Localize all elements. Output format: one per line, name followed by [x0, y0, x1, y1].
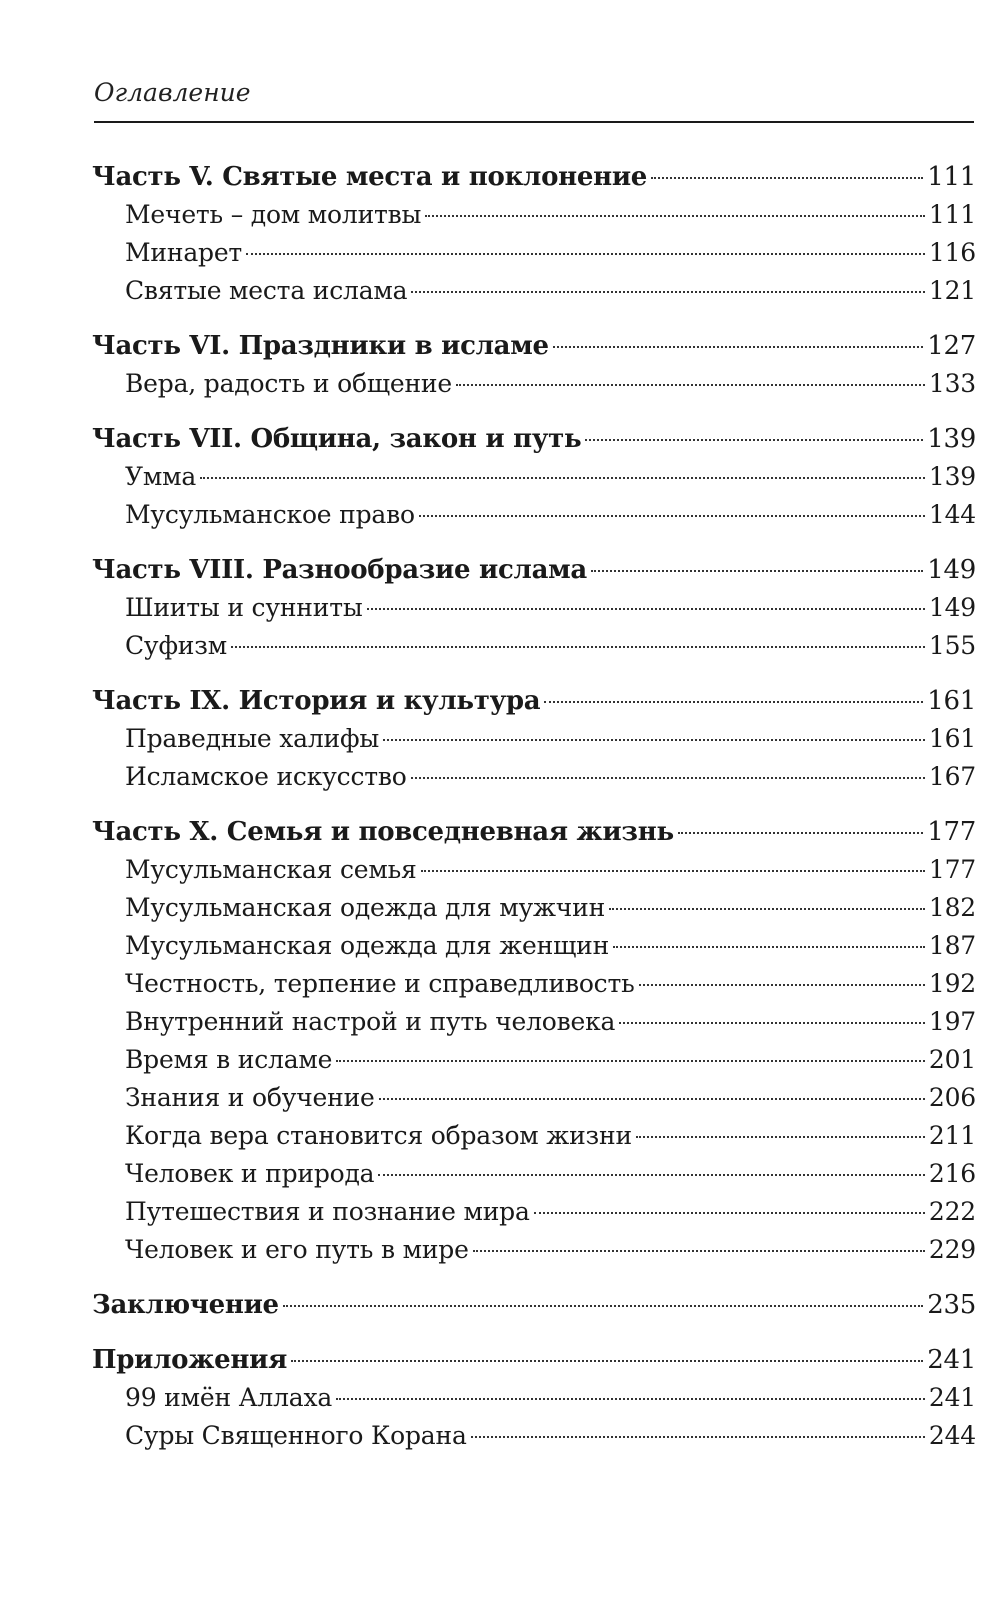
dot-leader [651, 177, 923, 179]
toc-entry-page-number: 187 [928, 931, 976, 960]
dot-leader [383, 739, 925, 741]
toc-entry-row [92, 927, 976, 965]
dot-leader [636, 1136, 925, 1138]
toc-entry-title: Умма [125, 462, 197, 491]
dot-leader [411, 777, 925, 779]
toc-entry-page-number: 206 [928, 1083, 976, 1112]
toc-entry-title: 99 имён Аллаха [125, 1383, 333, 1412]
toc-entry-page-number: 216 [928, 1159, 976, 1188]
dot-leader [291, 1360, 923, 1362]
toc-entry-title: Вера, радость и общение [125, 369, 452, 398]
toc-entry-page-number: 111 [928, 200, 976, 229]
toc-part-page-number: 139 [927, 424, 976, 454]
toc-entry-page-number: 133 [928, 369, 976, 398]
toc-entry-title: Когда вера становится образом жизни [125, 1121, 632, 1150]
dot-leader [425, 215, 925, 217]
toc-part-title: Часть X. Семья и повседневная жизнь [92, 817, 674, 847]
dot-leader [473, 1250, 925, 1252]
toc-entry-row [92, 365, 976, 403]
toc-part-page-number: 241 [927, 1345, 976, 1375]
toc-entry-title: Мусульманская одежда для женщин [125, 931, 610, 960]
toc-entry-page-number: 241 [928, 1383, 976, 1412]
toc-entry-row [92, 1379, 976, 1417]
toc-entry-title: Знания и обучение [125, 1083, 375, 1112]
toc-entry-row [92, 496, 976, 534]
toc-part-row [92, 551, 976, 589]
toc-entry-page-number: 161 [928, 724, 976, 753]
dot-leader [591, 570, 923, 572]
toc-section [92, 327, 976, 403]
toc-entry-page-number: 222 [928, 1197, 976, 1226]
toc-entry-row [92, 1193, 976, 1231]
toc-entry-title: Мусульманская одежда для мужчин [125, 893, 606, 922]
toc-entry-row [92, 196, 976, 234]
dot-leader [411, 291, 925, 293]
toc-entry-row [92, 1003, 976, 1041]
toc-section [92, 1341, 976, 1455]
dot-leader [471, 1436, 925, 1438]
dot-leader [553, 346, 924, 348]
toc-entry-page-number: 182 [928, 893, 976, 922]
dot-leader [639, 984, 925, 986]
toc-entry-row [92, 1231, 976, 1269]
toc-entry-title: Внутренний настрой и путь человека [125, 1007, 616, 1036]
toc-entry-row [92, 1117, 976, 1155]
toc-entry-row [92, 272, 976, 310]
toc-section [92, 551, 976, 665]
dot-leader [678, 832, 923, 834]
toc-entry-row [92, 851, 976, 889]
toc-entry-page-number: 155 [928, 631, 976, 660]
toc-entry-row [92, 720, 976, 758]
toc-part-page-number: 235 [927, 1290, 976, 1320]
toc-entry-title: Святые места ислама [125, 276, 408, 305]
toc-entry-title: Мечеть – дом молитвы [125, 200, 422, 229]
toc-entry-row [92, 1155, 976, 1193]
toc-entry-title: Мусульманское право [125, 500, 415, 529]
toc-entry-title: Праведные халифы [125, 724, 380, 753]
toc-entry-page-number: 201 [928, 1045, 976, 1074]
toc-entry-title: Честность, терпение и справедливость [125, 969, 635, 998]
toc-entry-row [92, 889, 976, 927]
toc-part-title: Заключение [92, 1290, 279, 1320]
toc-entry-row [92, 234, 976, 272]
toc-entry-row [92, 965, 976, 1003]
toc-entry-page-number: 177 [928, 855, 976, 884]
toc-part-title: Приложения [92, 1345, 288, 1375]
toc-entry-title: Время в исламе [125, 1045, 333, 1074]
dot-leader [456, 384, 925, 386]
toc-part-row [92, 158, 976, 196]
toc-section [92, 682, 976, 796]
dot-leader [613, 946, 925, 948]
toc-part-title: Часть VI. Праздники в исламе [92, 331, 549, 361]
toc-entry-row [92, 1079, 976, 1117]
toc-entry-title: Шииты и сунниты [125, 593, 363, 622]
toc-section [92, 420, 976, 534]
toc-part-page-number: 149 [927, 555, 976, 585]
toc-part-page-number: 127 [927, 331, 976, 361]
toc-part-row [92, 1286, 976, 1324]
toc-part-title: Часть IX. История и культура [92, 686, 541, 716]
dot-leader [336, 1060, 925, 1062]
dot-leader [367, 608, 925, 610]
toc-part-row [92, 327, 976, 365]
toc-entry-page-number: 149 [928, 593, 976, 622]
toc-entry-title: Исламское искусство [125, 762, 407, 791]
toc-entry-page-number: 192 [928, 969, 976, 998]
header-rule [94, 121, 974, 123]
dot-leader [419, 515, 925, 517]
toc-part-row [92, 682, 976, 720]
toc-entry-title: Человек и природа [125, 1159, 375, 1188]
dot-leader [231, 646, 925, 648]
toc-section [92, 813, 976, 1269]
toc-entry-row [92, 589, 976, 627]
toc-part-page-number: 161 [927, 686, 976, 716]
toc-entry-page-number: 229 [928, 1235, 976, 1264]
dot-leader [336, 1398, 925, 1400]
toc-part-page-number: 177 [927, 817, 976, 847]
dot-leader [378, 1174, 924, 1176]
table-of-contents [92, 158, 976, 1472]
dot-leader [283, 1305, 923, 1307]
toc-entry-page-number: 139 [928, 462, 976, 491]
toc-entry-row [92, 758, 976, 796]
toc-entry-title: Путешествия и познание мира [125, 1197, 530, 1226]
toc-part-row [92, 420, 976, 458]
dot-leader [200, 477, 925, 479]
toc-part-title: Часть VII. Община, закон и путь [92, 424, 582, 454]
toc-entry-page-number: 244 [928, 1421, 976, 1450]
toc-entry-row [92, 627, 976, 665]
dot-leader [534, 1212, 925, 1214]
toc-entry-title: Мусульманская семья [125, 855, 417, 884]
toc-entry-row [92, 458, 976, 496]
toc-entry-title: Суры Священного Корана [125, 1421, 467, 1450]
dot-leader [246, 253, 925, 255]
toc-section [92, 158, 976, 310]
toc-entry-page-number: 121 [928, 276, 976, 305]
toc-part-page-number: 111 [927, 162, 976, 192]
dot-leader [619, 1022, 925, 1024]
running-head-title: Оглавление [94, 78, 251, 107]
toc-entry-row [92, 1417, 976, 1455]
dot-leader [609, 908, 925, 910]
toc-entry-page-number: 211 [928, 1121, 976, 1150]
toc-part-title: Часть VIII. Разнообразие ислама [92, 555, 587, 585]
dot-leader [379, 1098, 925, 1100]
toc-entry-page-number: 116 [928, 238, 976, 267]
toc-section [92, 1286, 976, 1324]
toc-entry-page-number: 197 [928, 1007, 976, 1036]
dot-leader [421, 870, 925, 872]
toc-entry-page-number: 144 [928, 500, 976, 529]
toc-part-row [92, 1341, 976, 1379]
dot-leader [544, 701, 923, 703]
toc-entry-title: Минарет [125, 238, 243, 267]
toc-entry-title: Суфизм [125, 631, 227, 660]
toc-entry-page-number: 167 [928, 762, 976, 791]
toc-entry-row [92, 1041, 976, 1079]
toc-part-row [92, 813, 976, 851]
toc-entry-title: Человек и его путь в мире [125, 1235, 469, 1264]
dot-leader [585, 439, 923, 441]
toc-part-title: Часть V. Святые места и поклонение [92, 162, 648, 192]
